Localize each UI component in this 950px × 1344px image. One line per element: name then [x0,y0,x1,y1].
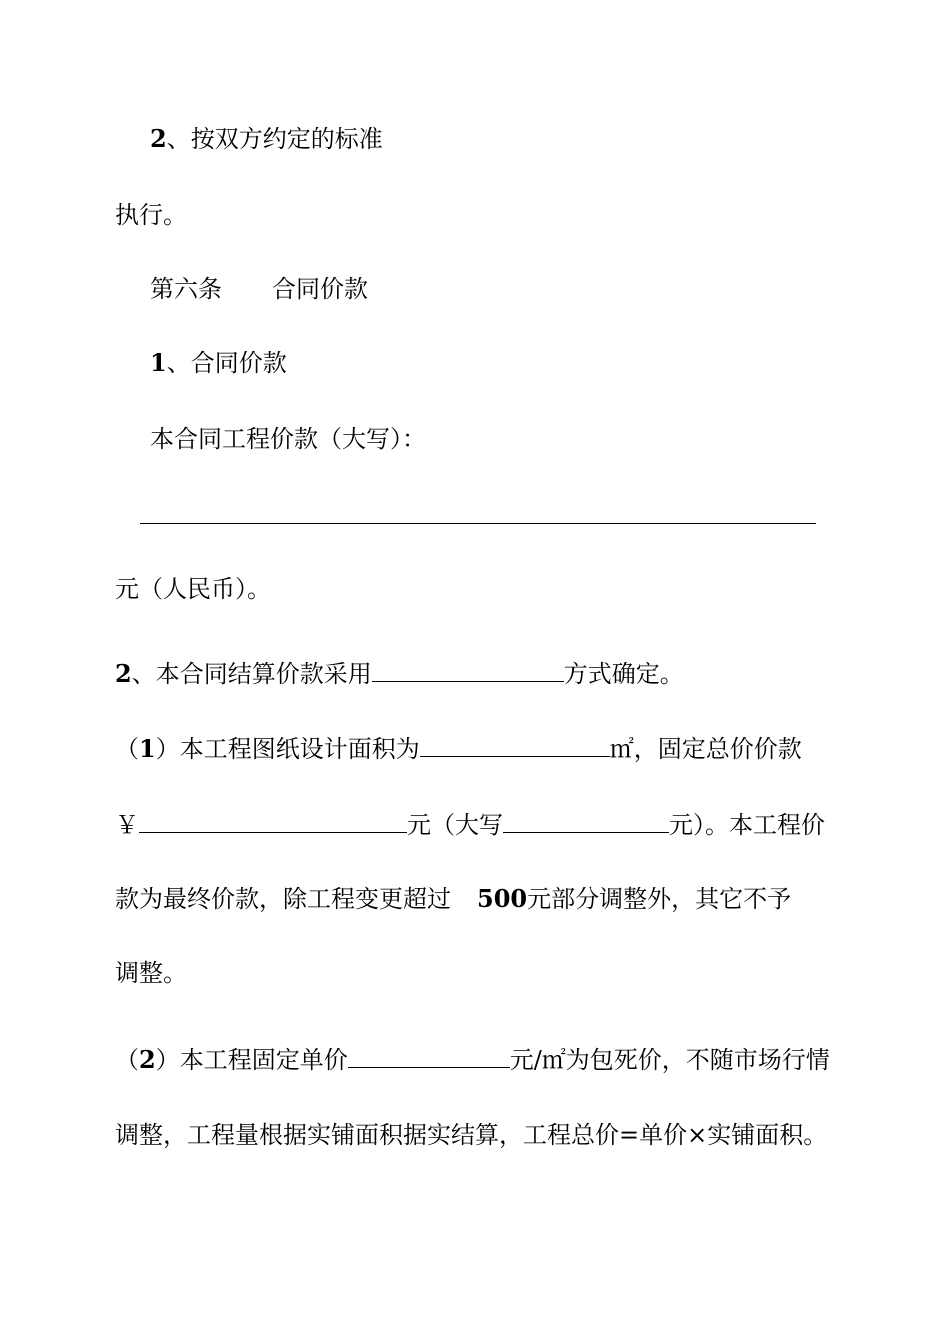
amount-words-blank [503,810,669,833]
unit-price-blank [348,1045,510,1068]
design-area-line [115,734,802,764]
fixed-price-text-b: 元）。本工程价 [669,811,825,839]
contract-price-label [150,424,426,454]
design-area-text-b: ㎡，固定总价价款 [609,735,802,763]
settlement-rule-text: 调整，工程量根据实铺面积据实结算，工程总价=单价×实铺面积。 [115,1121,828,1149]
section-number: 1 [150,348,167,377]
clause-2-continuation [115,200,187,230]
settlement-text-b: 方式确定。 [563,660,684,688]
unit-price-line [115,1045,830,1075]
article-6-heading [150,274,368,304]
final-price-line [115,884,791,914]
area-blank [420,734,610,757]
amount-number-blank [139,810,407,833]
clause-text: 、按双方约定的标准 [166,125,383,153]
price-amount-blank [140,523,816,524]
method-blank [372,659,564,682]
currency-text: 元（人民币）。 [115,575,271,603]
clause-text: 执行。 [115,201,187,229]
article-number: 第六条 [150,275,222,303]
design-area-text-a: ）本工程图纸设计面积为 [155,735,420,763]
unit-price-text-a: ）本工程固定单价 [155,1046,348,1074]
final-price-text-b: 元部分调整外，其它不予 [527,885,792,913]
threshold-amount: 500 [477,884,528,913]
currency-line [115,574,271,604]
paren-open: （ [115,1046,139,1074]
fixed-price-line [115,810,825,840]
section-1-heading [150,348,287,378]
item-number: 2 [115,659,132,688]
clause-2-standard [150,124,383,154]
settlement-method-line [115,659,684,689]
paren-open: （ [115,735,139,763]
settlement-text-a: 、本合同结算价款采用 [131,660,372,688]
price-label-text: 本合同工程价款（大写）： [150,425,426,453]
settlement-rule-line [115,1120,827,1150]
section-title: 、合同价款 [166,349,287,377]
sub-item-number: 2 [139,1045,156,1074]
fixed-price-text-a: 元（大写 [407,811,503,839]
unit-price-text-b: 元/㎡为包死价，不随市场行情 [509,1046,830,1074]
final-price-text-a: 款为最终价款，除工程变更超过 [115,885,451,913]
yen-sign: ￥ [115,811,139,839]
article-title: 合同价款 [272,275,368,303]
clause-number: 2 [150,124,167,153]
adjust-text: 调整。 [115,959,187,987]
sub-item-number: 1 [139,734,156,763]
adjust-line [115,958,187,988]
